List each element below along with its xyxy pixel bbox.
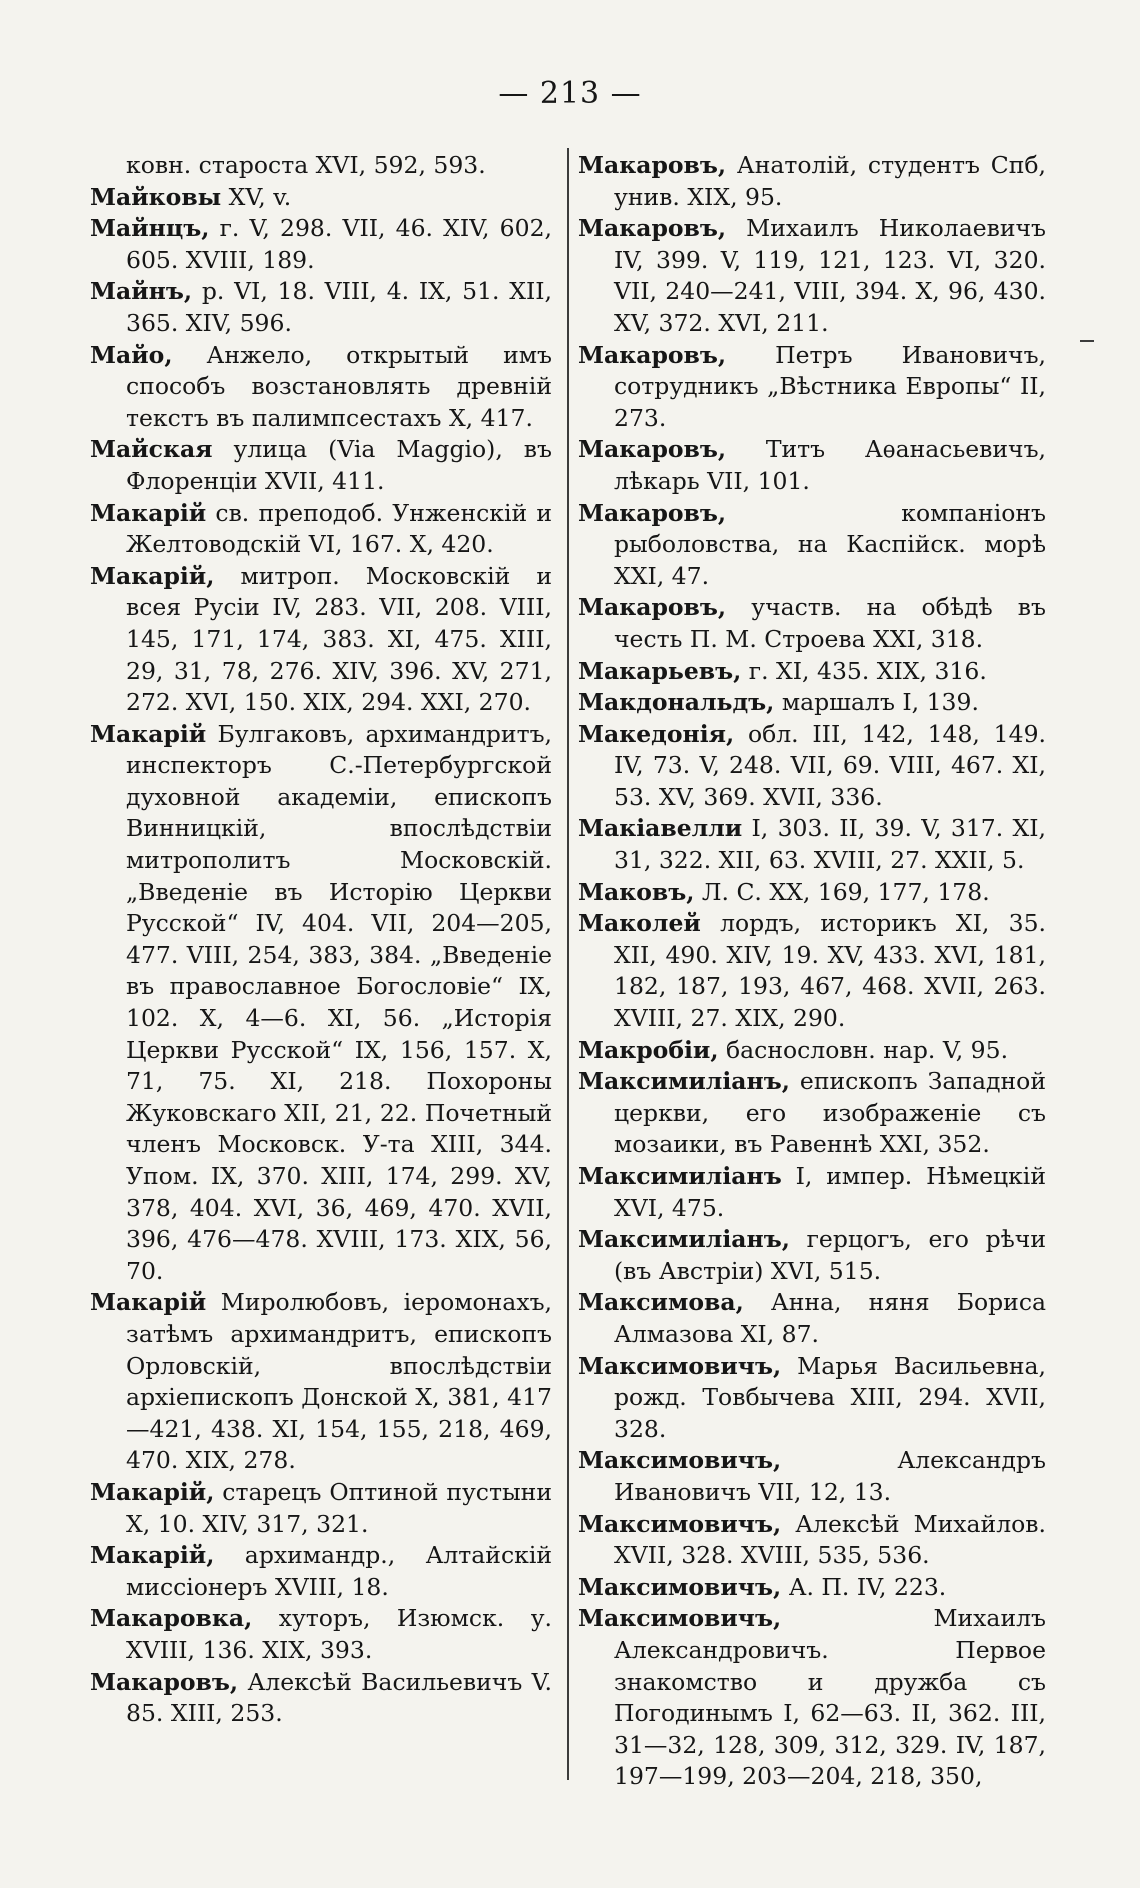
entry-headword: Макарій, bbox=[90, 561, 215, 590]
entry-references: Александръ Ивановичъ VII, 12, 13. bbox=[614, 1446, 1046, 1506]
margin-mark bbox=[1080, 340, 1094, 342]
right-column bbox=[578, 150, 1046, 1793]
index-entry bbox=[90, 1667, 552, 1730]
index-entry bbox=[578, 498, 1046, 593]
entry-references: улица (Via Maggio), въ Флоренціи XVII, 411. bbox=[126, 435, 552, 495]
index-entry bbox=[578, 434, 1046, 497]
entry-references: Л. С. XX, 169, 177, 178. bbox=[694, 877, 990, 906]
entry-references: А. П. IV, 223. bbox=[781, 1572, 947, 1601]
entry-headword: Макаровъ, bbox=[578, 498, 727, 527]
left-column bbox=[90, 150, 552, 1730]
index-entry bbox=[578, 908, 1046, 1034]
index-entry bbox=[578, 1224, 1046, 1287]
entry-headword: Макробіи, bbox=[578, 1035, 719, 1064]
index-entry bbox=[578, 719, 1046, 814]
entry-references: Алексѣй Михайлов. XVII, 328. XVIII, 535, 536. bbox=[614, 1509, 1046, 1570]
entry-headword: Макіавелли bbox=[578, 814, 743, 843]
entry-references: Миролюбовъ, іеромонахъ, затѣмъ архимандритъ, епископъ Орловскій, впослѣдствіи архіепископъ Донской X, 381, 417—421, 438. XI, 154, 155, 218, 469, 470. XIX, 278. bbox=[126, 1288, 552, 1475]
index-entry bbox=[578, 1287, 1046, 1350]
index-entry bbox=[578, 1572, 1046, 1604]
entry-references: архимандр., Алтайскій миссіонеръ XVIII, 18. bbox=[126, 1541, 552, 1601]
index-entry bbox=[578, 1351, 1046, 1446]
index-entry bbox=[578, 213, 1046, 339]
entry-references: маршалъ I, 139. bbox=[774, 688, 979, 717]
entry-headword: Максимова, bbox=[578, 1288, 744, 1317]
entry-references: компаніонъ рыболовства, на Каспійск. морѣ XXI, 47. bbox=[614, 498, 1046, 590]
entry-references: хуторъ, Изюмск. у. XVIII, 136. XIX, 393. bbox=[126, 1604, 552, 1664]
entry-headword: Макарій bbox=[90, 498, 207, 527]
index-entry bbox=[578, 592, 1046, 655]
entry-references: р. VI, 18. VIII, 4. IX, 51. XII, 365. XIV, 596. bbox=[126, 277, 552, 337]
index-entry bbox=[578, 877, 1046, 909]
index-entry bbox=[90, 561, 552, 719]
index-entry bbox=[578, 1066, 1046, 1161]
entry-headword: Макаровъ, bbox=[578, 340, 727, 369]
entry-references: г. V, 298. VII, 46. XIV, 602, 605. XVIII, 189. bbox=[126, 214, 552, 274]
index-entry bbox=[578, 1603, 1046, 1793]
entry-references: Марья Васильевна, рожд. Товбычева XIII, 294. XVII, 328. bbox=[614, 1351, 1046, 1443]
entry-references: Михаилъ Николаевичъ IV, 399. V, 119, 121, 123. VI, 320. VII, 240—241, VIII, 394. X, 96, 430. XV, 372. XVI, 211. bbox=[614, 214, 1046, 337]
entry-references: епископъ Западной церкви, его изображеніе съ мозаики, въ Равеннѣ XXI, 352. bbox=[614, 1067, 1046, 1159]
entry-references: Михаилъ Александровичъ. Первое знакомство и дружба съ Погодинымъ I, 62—63. II, 362. III, 31—32, 128, 309, 312, 329. IV, 187, 197—199, 203—204, 218, 350, bbox=[614, 1604, 1046, 1791]
entry-headword: Макарьевъ, bbox=[578, 656, 742, 685]
entry-headword: Макаровка, bbox=[90, 1604, 253, 1633]
entry-headword: Макаровъ, bbox=[90, 1667, 239, 1696]
entry-headword: Македонія, bbox=[578, 719, 735, 748]
index-entry bbox=[578, 150, 1046, 213]
entry-references: XV, v. bbox=[221, 182, 292, 211]
entry-headword: Макаровъ, bbox=[578, 435, 727, 464]
entry-headword: Макаровъ, bbox=[578, 214, 727, 243]
entry-references: Булгаковъ, архимандритъ, инспекторъ С.-Петербургской духовной академіи, епископъ Винницкій, впослѣдствіи митрополитъ Московскій. „Введеніе въ Исторію Церкви Русской“ IV, 404. VII, 204—205, 477. VIII, 254, 383, 384. „Введеніе въ православное Богословіе“ IX, 102. X, 4—6. XI, 56. „Исторія Церкви Русской“ IX, 156, 157. X, 71, 75. XI, 218. Похороны Жуковскаго XII, 21, 22. Почетный членъ Московск. У-та XIII, 344. Упом. IX, 370. XIII, 174, 299. XV, 378, 404. XVI, 36, 469, 470. XVII, 396, 476—478. XVIII, 173. XIX, 56, 70. bbox=[126, 719, 552, 1285]
entry-headword: Максимовичъ, bbox=[578, 1446, 782, 1475]
index-entry bbox=[90, 498, 552, 561]
entry-references: участв. на обѣдѣ въ честь П. М. Строева XXI, 318. bbox=[614, 593, 1046, 653]
entry-headword: Макарій, bbox=[90, 1541, 215, 1570]
entry-headword: Макарій, bbox=[90, 1477, 215, 1506]
index-entry bbox=[90, 182, 552, 214]
entry-headword: Майнцъ, bbox=[90, 214, 210, 243]
entry-references: Анатолій, студентъ Спб, унив. XIX, 95. bbox=[614, 151, 1046, 211]
index-entry bbox=[578, 687, 1046, 719]
index-entry bbox=[90, 340, 552, 435]
index-entry bbox=[578, 340, 1046, 435]
entry-headword: Макаровъ, bbox=[578, 593, 727, 622]
entry-references: Петръ Ивановичъ, сотрудникъ „Вѣстника Европы“ II, 273. bbox=[614, 340, 1046, 432]
entry-headword: Макаровъ, bbox=[578, 151, 727, 179]
entry-headword: Майская bbox=[90, 435, 213, 464]
entry-headword: Макарій bbox=[90, 719, 207, 748]
index-entry bbox=[578, 813, 1046, 876]
entry-references: св. преподоб. Унженскій и Желтоводскій VI, 167. X, 420. bbox=[126, 498, 552, 559]
index-entry bbox=[90, 276, 552, 339]
entry-headword: Маколей bbox=[578, 909, 701, 938]
entry-headword: Майо, bbox=[90, 340, 173, 369]
entry-references: ковн. староста XVI, 592, 593. bbox=[126, 151, 486, 179]
entry-references: лордъ, историкъ XI, 35. XII, 490. XIV, 19. XV, 433. XVI, 181, 182, 187, 193, 467, 468. XVII, 263. XVIII, 27. XIX, 290. bbox=[614, 909, 1046, 1033]
entry-headword: Максимовичъ, bbox=[578, 1351, 782, 1380]
entry-references: I, 303. II, 39. V, 317. XI, 31, 322. XII, 63. XVIII, 27. XXII, 5. bbox=[614, 814, 1046, 875]
entry-headword: Максимиліанъ, bbox=[578, 1225, 790, 1254]
index-entry bbox=[90, 1287, 552, 1477]
index-entry bbox=[90, 719, 552, 1288]
entry-headword: Максимиліанъ bbox=[578, 1162, 782, 1190]
entry-headword: Маковъ, bbox=[578, 877, 695, 906]
index-entry bbox=[578, 656, 1046, 688]
entry-references: старецъ Оптиной пустыни X, 10. XIV, 317, 321. bbox=[126, 1477, 552, 1538]
index-entry bbox=[90, 1540, 552, 1603]
entry-references: обл. III, 142, 148, 149. IV, 73. V, 248. VII, 69. VIII, 467. XI, 53. XV, 369. XVII, 336. bbox=[614, 719, 1046, 811]
index-entry bbox=[578, 1035, 1046, 1067]
entry-references: герцогъ, его рѣчи (въ Австріи) XVI, 515. bbox=[614, 1225, 1046, 1285]
entry-headword: Макдональдъ, bbox=[578, 688, 775, 717]
entry-references: Титъ Аѳанасьевичъ, лѣкарь VII, 101. bbox=[614, 435, 1046, 495]
column-divider bbox=[567, 148, 569, 1780]
entry-headword: Максимовичъ, bbox=[578, 1509, 782, 1538]
entry-references: Анна, няня Бориса Алмазова XI, 87. bbox=[614, 1288, 1046, 1348]
entry-references: Алексѣй Васильевичъ V. 85. XIII, 253. bbox=[126, 1667, 552, 1728]
entry-headword: Майнъ, bbox=[90, 277, 193, 306]
entry-headword: Максимовичъ, bbox=[578, 1572, 782, 1601]
entry-headword: Максимовичъ, bbox=[578, 1604, 782, 1633]
index-entry bbox=[578, 1161, 1046, 1224]
entry-headword: Макарій bbox=[90, 1288, 207, 1317]
entry-references: г. XI, 435. XIX, 316. bbox=[741, 656, 987, 685]
entry-headword: Майковы bbox=[90, 182, 222, 211]
entry-references: митроп. Московскій и всея Русіи IV, 283. VII, 208. VIII, 145, 171, 174, 383. XI, 475. XIII, 29, 31, 78, 276. XIV, 396. XV, 271, 272. XVI, 150. XIX, 294. XXI, 270. bbox=[126, 561, 552, 717]
index-entry bbox=[90, 1477, 552, 1540]
entry-references: Анжело, открытый имъ способъ возстановлять древній текстъ въ палимпсестахъ X, 417. bbox=[126, 340, 552, 432]
entry-references: баснословн. нар. V, 95. bbox=[718, 1035, 1009, 1064]
index-entry bbox=[90, 213, 552, 276]
index-entry bbox=[90, 1603, 552, 1666]
entry-headword: Максимиліанъ, bbox=[578, 1067, 790, 1096]
index-entry bbox=[90, 434, 552, 497]
entry-references: I, импер. Нѣмецкій XVI, 475. bbox=[614, 1162, 1046, 1222]
index-entry bbox=[90, 150, 552, 182]
index-entry bbox=[578, 1509, 1046, 1572]
index-entry bbox=[578, 1445, 1046, 1508]
page-number: — 213 — bbox=[498, 76, 642, 111]
